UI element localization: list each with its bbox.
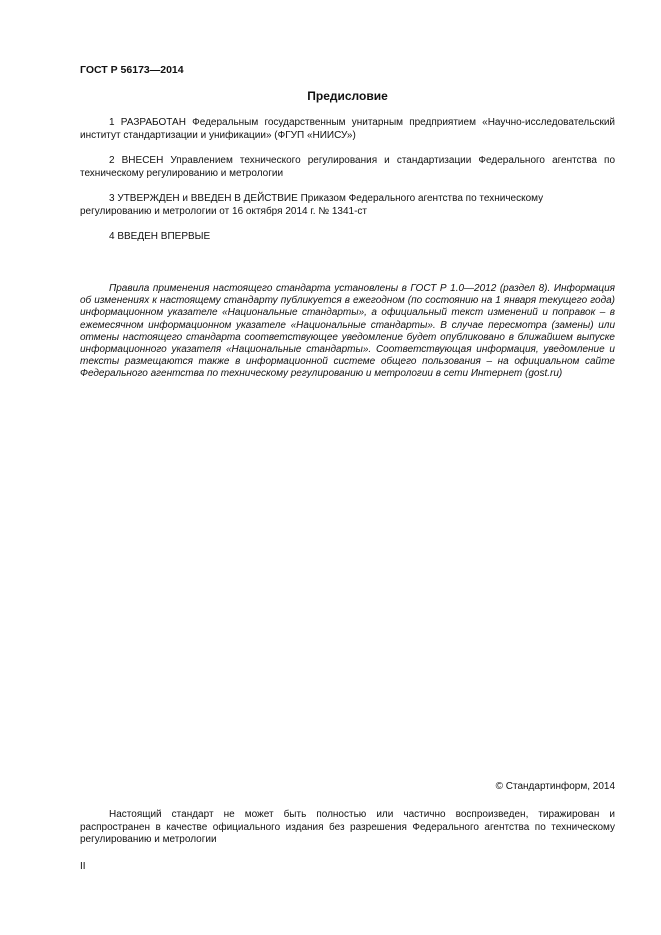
- page-title: Предисловие: [307, 89, 388, 103]
- reproduction-rights: Настоящий стандарт не может быть полностью или частично воспроизведен, тиражирован и распространен в качестве официального издания без разрешения Федерального агентства по техническому регулированию и метрологии: [80, 809, 615, 845]
- foreword-item-introduced: 2 ВНЕСЕН Управлением технического регулирования и стандартизации Федерального агентства по техническому регулированию и метрологии: [80, 155, 615, 179]
- foreword-item-first-time: 4 ВВЕДЕН ВПЕРВЫЕ: [109, 231, 211, 242]
- foreword-item-developed: 1 РАЗРАБОТАН Федеральным государственным унитарным предприятием «Научно-исследовательский институт стандартизации и унификации» (ФГУП «НИИСУ»): [80, 117, 615, 141]
- foreword-item-approved: 3 УТВЕРЖДЕН и ВВЕДЕН В ДЕЙСТВИЕ Приказом Федерального агентства по техническому регулированию и метрологии от 16 октября 2014 г. № 1341-ст: [80, 193, 544, 217]
- standard-notice: Правила применения настоящего стандарта установлены в ГОСТ Р 1.0—2012 (раздел 8). Информация об изменениях к настоящему стандарту публикуется в ежегодном (по состоянию на 1 января текущего года) информационном указателе «Национальные стандарты», а официальный текст изменений и поправок – в ежемесячном информационном указателе «Национальные стандарты». В случае пересмотра (замены) или отмены настоящего стандарта соответствующее уведомление будет опубликовано в ближайшем выпуске информационного указателя «Национальные стандарты». Соответствующая информация, уведомление и тексты размещаются также в информационной системе общего пользования – на официальном сайте Федерального агентства по техническому регулированию и метрологии в сети Интернет (gost.ru): [80, 283, 615, 380]
- copyright-notice: © Стандартинформ, 2014: [495, 781, 615, 792]
- page-number: II: [80, 861, 86, 872]
- document-code: ГОСТ Р 56173—2014: [80, 64, 184, 76]
